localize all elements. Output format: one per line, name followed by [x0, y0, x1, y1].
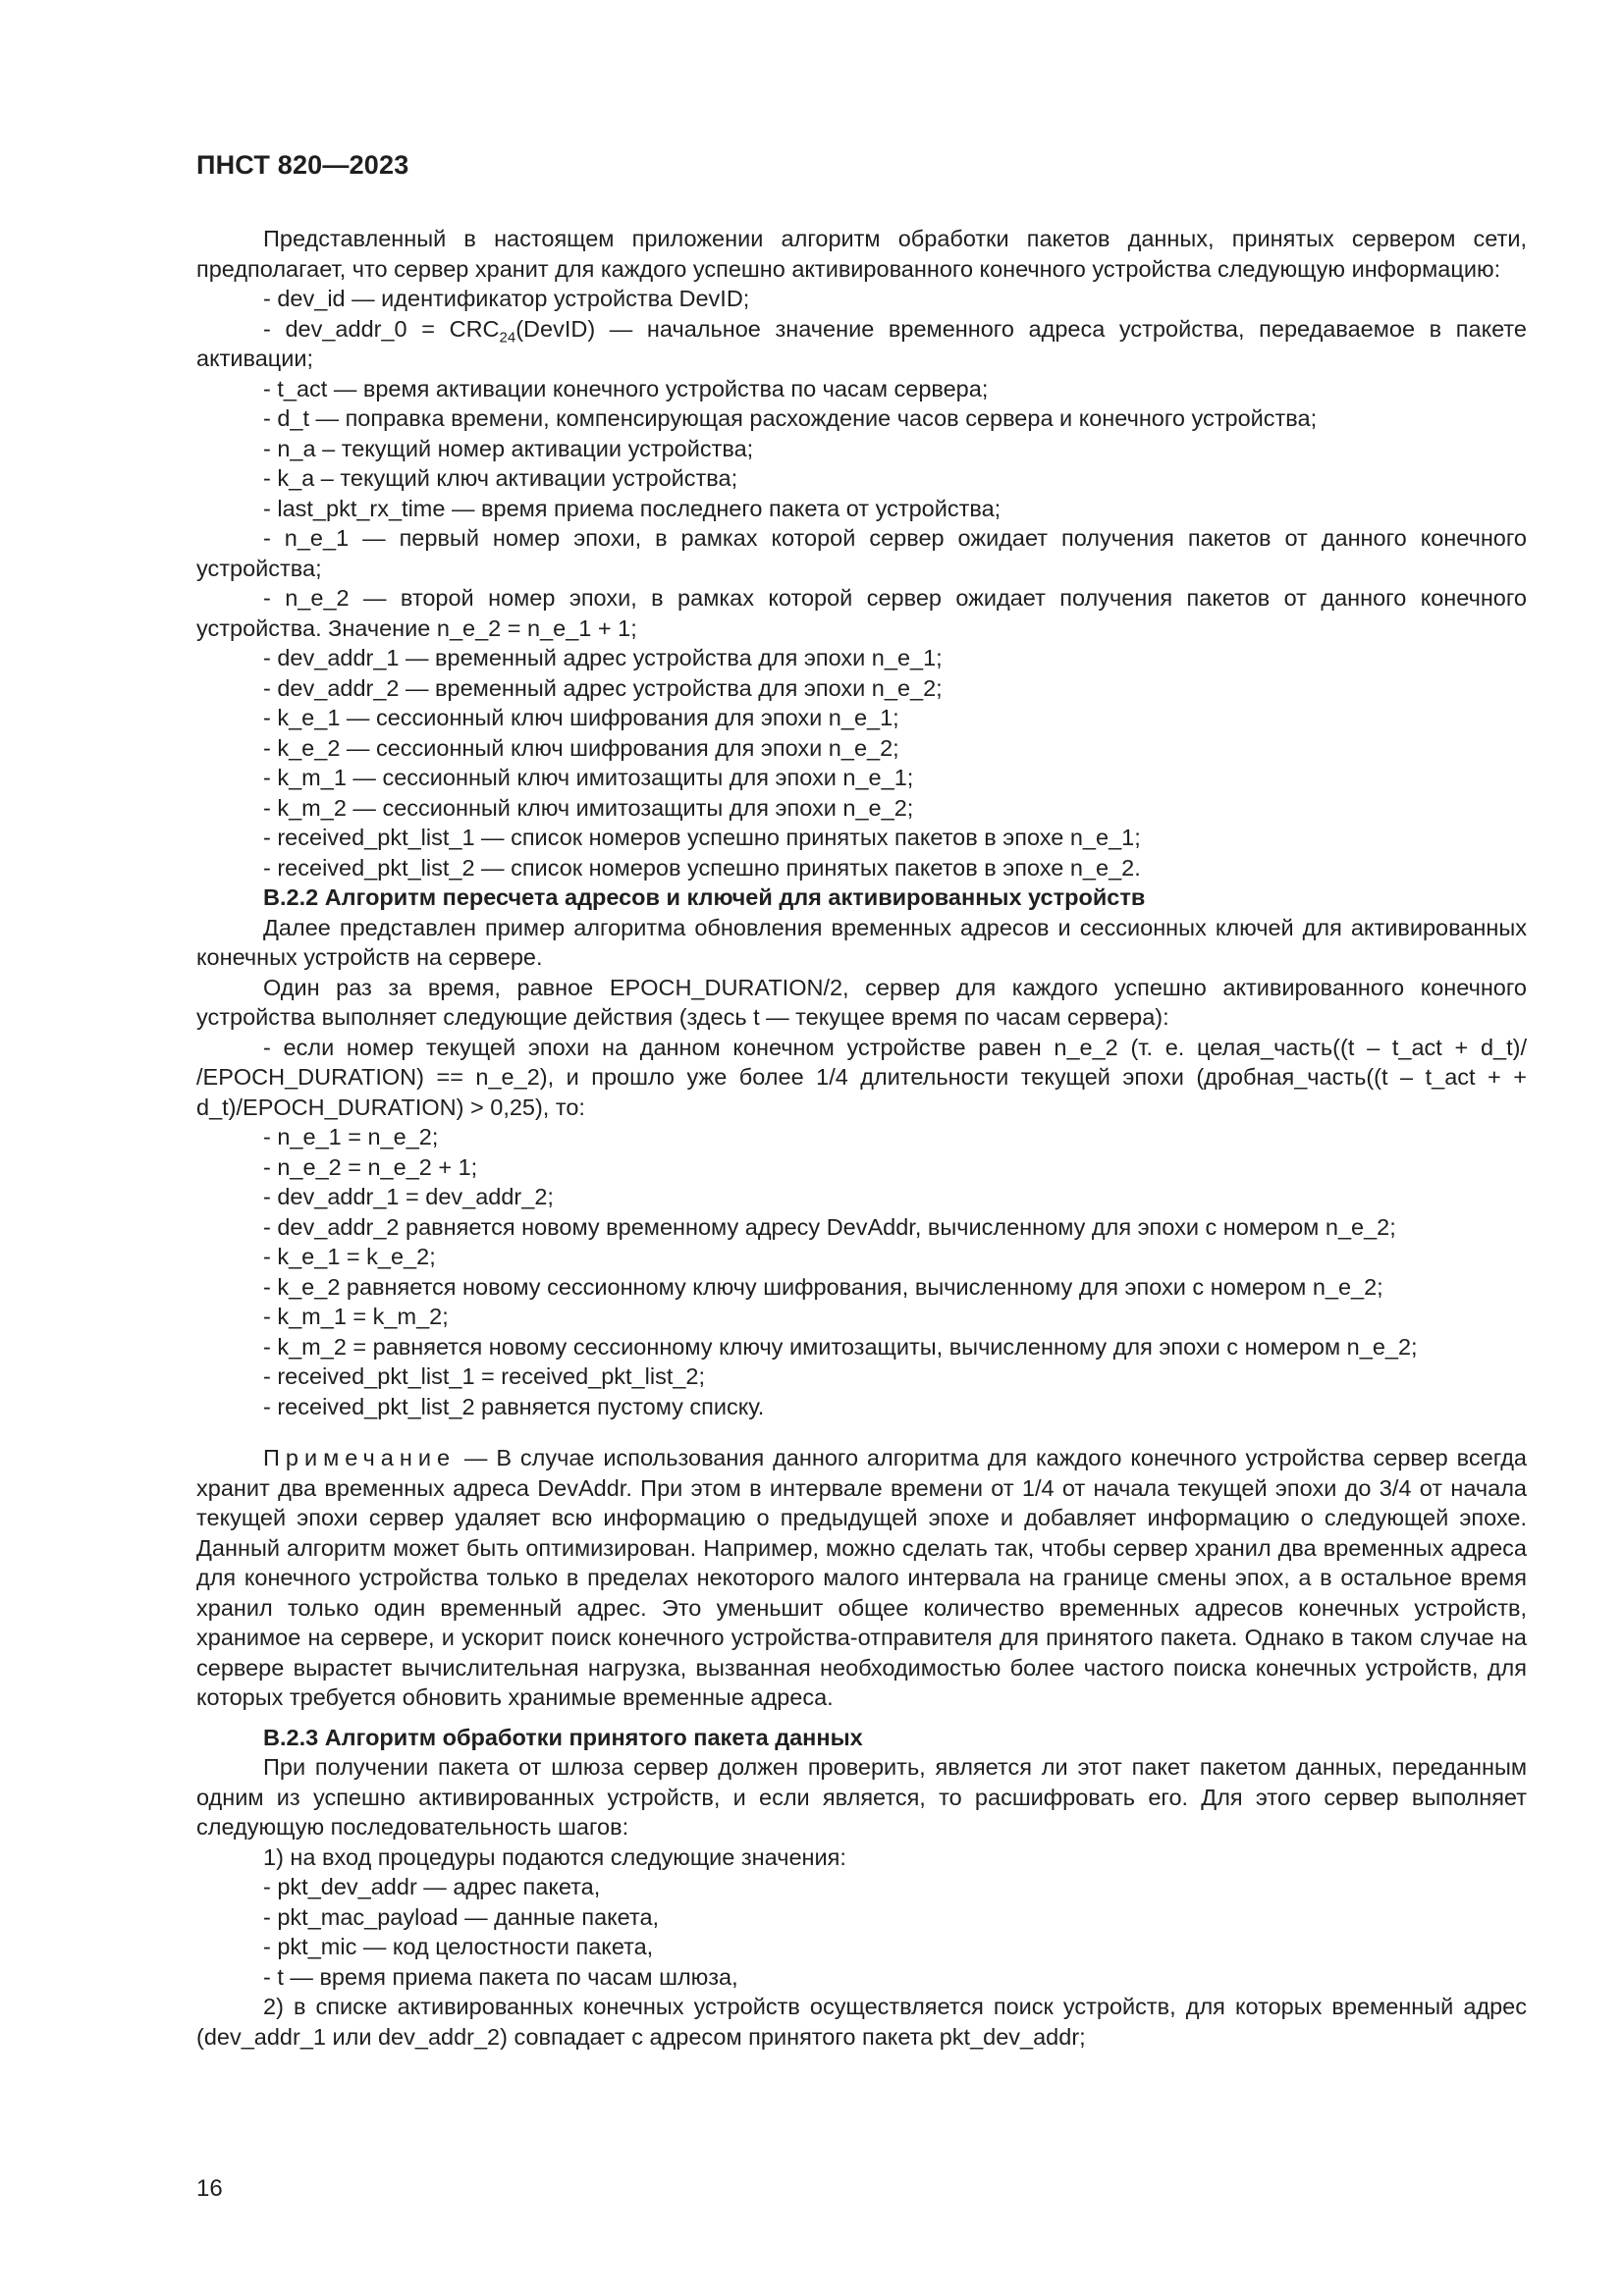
- step-received-2: - received_pkt_list_2 равняется пустому списку.: [263, 1393, 765, 1419]
- list-item-dev-addr-2: - dev_addr_2 — временный адрес устройства для эпохи n_e_2;: [263, 674, 943, 701]
- list-item-k-m-1: - k_m_1 — сессионный ключ имитозащиты для эпохи n_e_1;: [263, 765, 914, 790]
- paragraph-b23-intro: При получении пакета от шлюза сервер должен проверить, является ли этот пакет пакетом данных, переданным одним из успешно активированных устройств, и если является, то расшифровать его. Для этого сервер выполняет следующую последовательность шагов:: [196, 1754, 1527, 1840]
- list-item-n-a: - n_a – текущий номер активации устройства;: [263, 435, 754, 461]
- step-1: 1) на вход процедуры подаются следующие значения:: [263, 1843, 846, 1870]
- step-dev-addr-2: - dev_addr_2 равняется новому временному адресу DevAddr, вычисленному для эпохи с номером n_e_2;: [263, 1213, 1396, 1240]
- list-item-t-act: - t_act — время активации конечного устройства по часам сервера;: [263, 375, 989, 401]
- step-dev-addr-1: - dev_addr_1 = dev_addr_2;: [263, 1184, 554, 1209]
- list-item-k-m-2: - k_m_2 — сессионный ключ имитозащиты для эпохи n_e_2;: [263, 794, 914, 821]
- paragraph-b22-condition: - если номер текущей эпохи на данном конечном устройстве равен n_e_2 (т. е. целая_часть((t – t_act + d_t)/ /EPOCH_DURATION) == n_e_2), и прошло уже более 1/4 длительности текущей эпохи (дробная_часть((t – t_act + + d_t)/EPOCH_DURATION) > 0,25), то:: [196, 1034, 1527, 1120]
- step-k-m-2: - k_m_2 = равняется новому сессионному ключу имитозащиты, вычисленному для эпохи с номером n_e_2;: [263, 1333, 1418, 1360]
- input-pkt-mac-payload: - pkt_mac_payload — данные пакета,: [263, 1903, 660, 1930]
- list-item-n-e-1: - n_e_1 — первый номер эпохи, в рамках которой сервер ожидает получения пакетов от данного конечного устройства;: [196, 525, 1527, 581]
- note-label: Примечание: [263, 1445, 457, 1470]
- paragraph-b22-once: Один раз за время, равное EPOCH_DURATION/2, сервер для каждого успешно активированного конечного устройства выполняет следующие действия (здесь t — текущее время по часам сервера):: [196, 974, 1527, 1030]
- step-k-m-1: - k_m_1 = k_m_2;: [263, 1304, 449, 1329]
- section-heading-b23: В.2.3 Алгоритм обработки принятого пакета данных: [263, 1724, 863, 1750]
- list-item-dev-addr-1: - dev_addr_1 — временный адрес устройства для эпохи n_e_1;: [263, 645, 943, 670]
- section-heading-b22: В.2.2 Алгоритм пересчета адресов и ключей для активированных устройств: [263, 884, 1146, 910]
- page-number: 16: [196, 2175, 223, 2202]
- list-item-last-pkt: - last_pkt_rx_time — время приема последнего пакета от устройства;: [263, 495, 1001, 521]
- note-text: — В случае использования данного алгоритма для каждого конечного устройства сервер всегда хранит два временных адреса DevAddr. При этом в интервале времени от 1/4 от начала текущей эпохи до 3/4 от начала текущей эпохи сервер удаляет всю информацию о предыдущей эпохе и добавляет информацию о следующей эпохе. Данный алгоритм может быть оптимизирован. Например, можно сделать так, чтобы сервер хранил два временных адреса для конечного устройства только в пределах некоторого малого интервала на границе смены эпох, а в остальное время хранил только один временный адрес. Это уменьшит общее количество временных адресов конечных устройств, хранимое на сервере, и ускорит поиск конечного устройства-отправителя для принятого пакета. Однако в таком случае на сервере вырастет вычислительная нагрузка, вызванная необходимостью более частого поиска конечных устройств, для которых требуется обновить хранимые временные адреса.: [196, 1445, 1527, 1710]
- list-item-d-t: - d_t — поправка времени, компенсирующая расхождение часов сервера и конечного устройства;: [263, 405, 1318, 431]
- list-item-n-e-2: - n_e_2 — второй номер эпохи, в рамках которой сервер ожидает получения пакетов от данного конечного устройства. Значение n_e_2 = n_e_1 + 1;: [196, 585, 1527, 641]
- step-n-e-2: - n_e_2 = n_e_2 + 1;: [263, 1153, 478, 1180]
- list-item-k-e-1: - k_e_1 — сессионный ключ шифрования для эпохи n_e_1;: [263, 705, 899, 730]
- spacer: [196, 1713, 1527, 1723]
- list-item-received-2: - received_pkt_list_2 — список номеров успешно принятых пакетов в эпохе n_e_2.: [263, 854, 1141, 881]
- step-k-e-1: - k_e_1 = k_e_2;: [263, 1244, 436, 1269]
- paragraph-intro: Представленный в настоящем приложении алгоритм обработки пакетов данных, принятых сервером сети, предполагает, что сервер хранит для каждого успешно активированного конечного устройства следующую информацию:: [196, 226, 1527, 282]
- crc-subscript: 24: [499, 329, 516, 347]
- input-t: - t — время приема пакета по часам шлюза,: [263, 1963, 738, 1990]
- document-body: [196, 224, 1527, 2052]
- input-pkt-mic: - pkt_mic — код целостности пакета,: [263, 1934, 654, 1959]
- document-code: ПНСТ 820—2023: [196, 150, 409, 180]
- step-received-1: - received_pkt_list_1 = received_pkt_list_2;: [263, 1363, 706, 1389]
- dev-addr-0-prefix: - dev_addr_0 = CRC: [263, 315, 500, 342]
- spacer: [196, 1421, 1527, 1443]
- dev-addr-0-suffix: (DevID) — начальное значение временного адреса устройства, передаваемое в пакете активации;: [196, 315, 1527, 371]
- step-n-e-1: - n_e_1 = n_e_2;: [263, 1124, 439, 1149]
- step-k-e-2: - k_e_2 равняется новому сессионному ключу шифрования, вычисленному для эпохи с номером n_e_2;: [263, 1273, 1383, 1300]
- list-item-received-1: - received_pkt_list_1 — список номеров успешно принятых пакетов в эпохе n_e_1;: [263, 825, 1141, 850]
- list-item-k-a: - k_a – текущий ключ активации устройства;: [263, 465, 738, 491]
- list-item-k-e-2: - k_e_2 — сессионный ключ шифрования для эпохи n_e_2;: [263, 734, 899, 761]
- step-2: 2) в списке активированных конечных устройств осуществляется поиск устройств, для которых временный адрес (dev_addr_1 или dev_addr_2) совпадает с адресом принятого пакета pkt_dev_addr;: [196, 1994, 1527, 2050]
- list-item-dev-addr-0: [196, 314, 1527, 374]
- input-pkt-dev-addr: - pkt_dev_addr — адрес пакета,: [263, 1874, 601, 1899]
- paragraph-b22-intro: Далее представлен пример алгоритма обновления временных адресов и сессионных ключей для активированных конечных устройств на сервере.: [196, 914, 1527, 970]
- note: [196, 1443, 1527, 1713]
- list-item-dev-id: - dev_id — идентификатор устройства DevID;: [263, 286, 750, 311]
